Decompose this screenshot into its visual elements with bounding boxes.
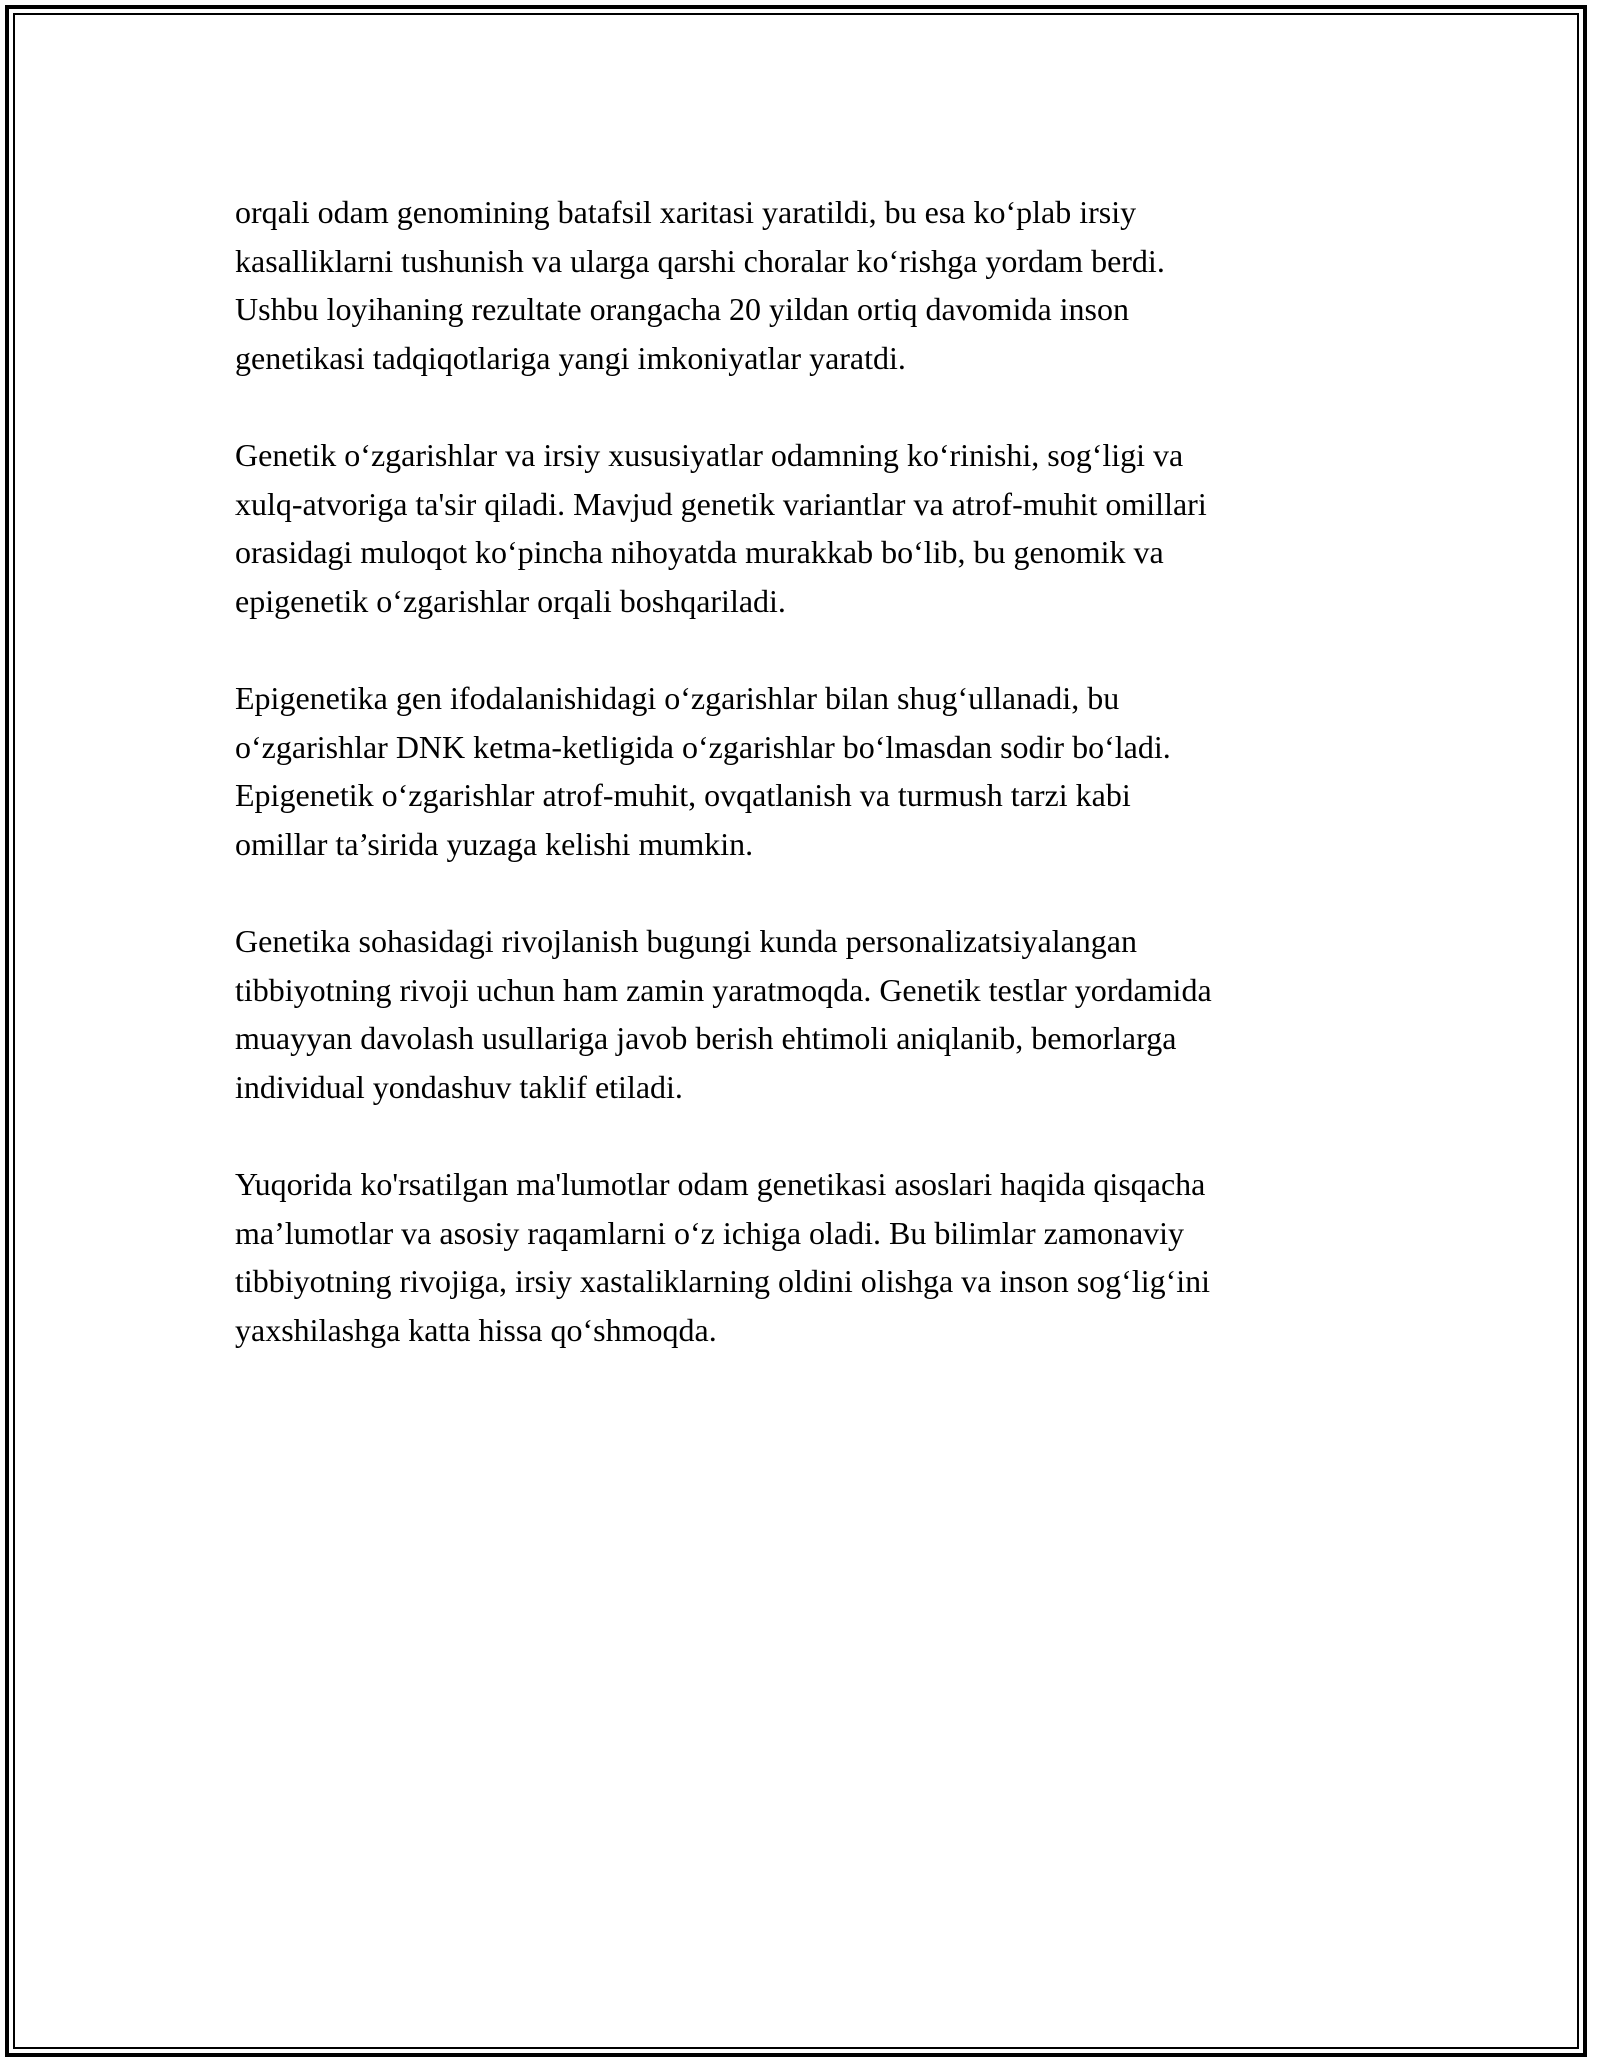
paragraph-genome-map: orqali odam genomining batafsil xaritasi yaratildi, bu esa ko‘plab irsiy kasalliklarni tushunish va ularga qarshi choralar ko‘rishga yordam berdi. Ushbu loyihaning rezultate orangacha 20 yildan ortiq davomida inson genetikasi tadqiqotlariga yangi imkoniyatlar yaratdi. xyxy=(235,194,1165,376)
paragraph-genetic-changes: Genetik o‘zgarishlar va irsiy xususiyatlar odamning ko‘rinishi, sog‘ligi va xulq-atvoriga ta'sir qiladi. Mavjud genetik variantlar va atrof-muhit omillari orasidagi muloqot ko‘pincha nihoyatda murakkab bo‘lib, bu genomik va epigenetik o‘zgarishlar orqali boshqariladi. xyxy=(235,437,1207,619)
document-body xyxy=(235,188,1365,1403)
paragraph-conclusion: Yuqorida ko'rsatilgan ma'lumotlar odam genetikasi asoslari haqida qisqacha ma’lumotlar va asosiy raqamlarni o‘z ichiga oladi. Bu bilimlar zamonaviy tibbiyotning rivojiga, irsiy xastaliklarning oldini olishga va inson sog‘lig‘ini yaxshilashga katta hissa qo‘shmoqda. xyxy=(235,1166,1211,1348)
paragraph-epigenetics: Epigenetika gen ifodalanishidagi o‘zgarishlar bilan shug‘ullanadi, bu o‘zgarishlar DNK ketma-ketligida o‘zgarishlar bo‘lmasdan sodir bo‘ladi. Epigenetik o‘zgarishlar atrof-muhit, ovqatlanish va turmush tarzi kabi omillar ta’sirida yuzaga kelishi mumkin. xyxy=(235,680,1171,862)
paragraph-personalized-medicine: Genetika sohasidagi rivojlanish bugungi kunda personalizatsiyalangan tibbiyotning rivoji uchun ham zamin yaratmoqda. Genetik testlar yordamida muayyan davolash usullariga javob berish ehtimoli aniqlanib, bemorlarga individual yondashuv taklif etiladi. xyxy=(235,923,1212,1105)
